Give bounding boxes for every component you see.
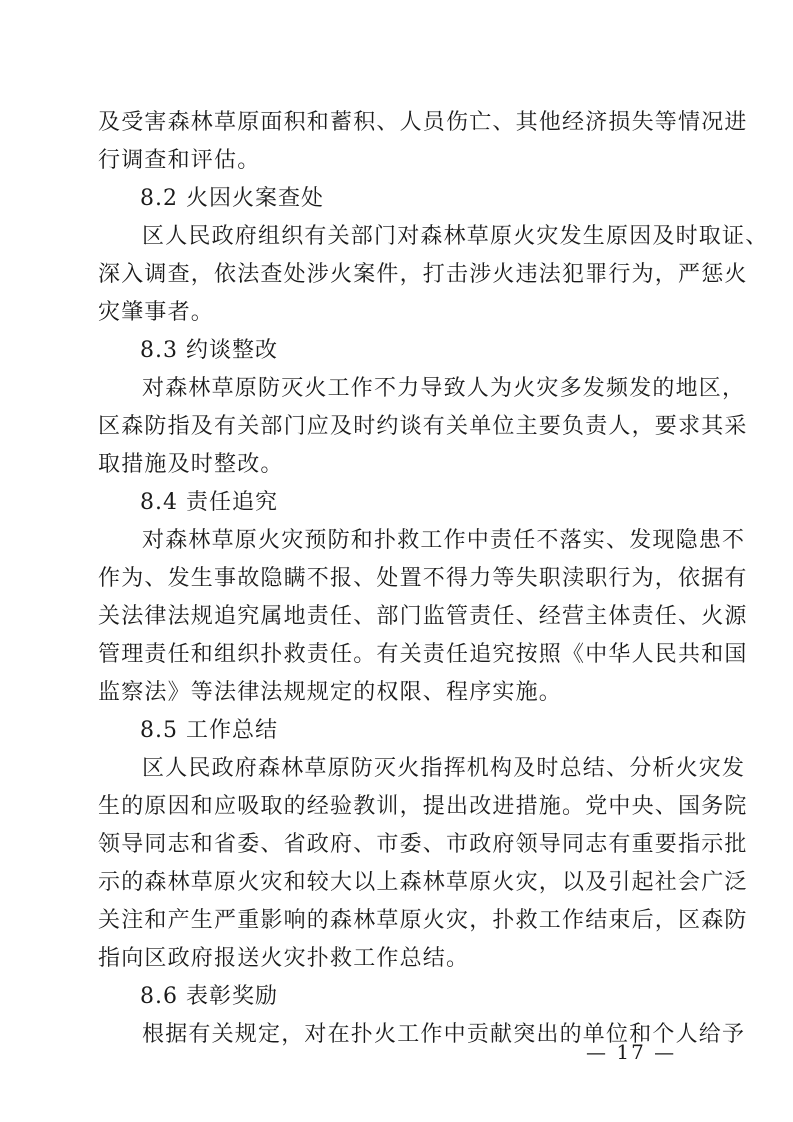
paragraph-line: 行调查和评估。	[98, 148, 261, 173]
paragraph-line: 监察法》等法律法规规定的权限、程序实施。	[98, 680, 563, 705]
paragraph-line: 区人民政府森林草原防灭火指挥机构及时总结、分析火灾发	[142, 756, 746, 781]
paragraph-line: 区森防指及有关部门应及时约谈有关单位主要负责人，要求其采	[98, 414, 748, 439]
paragraph-line: 管理责任和组织扑救责任。有关责任追究按照《中华人民共和国	[98, 642, 748, 667]
section-heading-8-4: 8.4 责任追究	[140, 490, 278, 515]
paragraph-line: 根据有关规定，对在扑火工作中贡献突出的单位和个人给予	[142, 1022, 746, 1047]
paragraph-line: 关法律法规追究属地责任、部门监管责任、经营主体责任、火源	[98, 604, 748, 629]
paragraph-line: 对森林草原防灭火工作不力导致人为火灾多发频发的地区，	[142, 376, 746, 401]
paragraph-line: 对森林草原火灾预防和扑救工作中责任不落实、发现隐患不	[142, 528, 746, 553]
paragraph-line: 区人民政府组织有关部门对森林草原火灾发生原因及时取证、	[142, 224, 769, 249]
paragraph-line: 领导同志和省委、省政府、市委、市政府领导同志有重要指示批	[98, 832, 748, 857]
page-number: — 17 —	[586, 1040, 677, 1064]
section-heading-8-5: 8.5 工作总结	[140, 718, 278, 743]
paragraph-line: 示的森林草原火灾和较大以上森林草原火灾，以及引起社会广泛	[98, 870, 748, 895]
paragraph-line: 及受害森林草原面积和蓄积、人员伤亡、其他经济损失等情况进	[98, 110, 748, 135]
paragraph-line: 深入调查，依法查处涉火案件，打击涉火违法犯罪行为，严惩火	[98, 262, 748, 287]
paragraph-line: 指向区政府报送火灾扑救工作总结。	[98, 946, 470, 971]
document-body	[98, 104, 769, 1054]
section-heading-8-6: 8.6 表彰奖励	[140, 984, 278, 1009]
paragraph-line: 作为、发生事故隐瞒不报、处置不得力等失职渎职行为，依据有	[98, 566, 748, 591]
section-heading-8-2: 8.2 火因火案查处	[140, 186, 324, 211]
paragraph-line: 灾肇事者。	[98, 300, 215, 325]
paragraph-line: 生的原因和应吸取的经验教训，提出改进措施。党中央、国务院	[98, 794, 748, 819]
paragraph-line: 取措施及时整改。	[98, 452, 284, 477]
paragraph-line: 关注和产生严重影响的森林草原火灾，扑救工作结束后，区森防	[98, 908, 748, 933]
section-heading-8-3: 8.3 约谈整改	[140, 338, 278, 363]
